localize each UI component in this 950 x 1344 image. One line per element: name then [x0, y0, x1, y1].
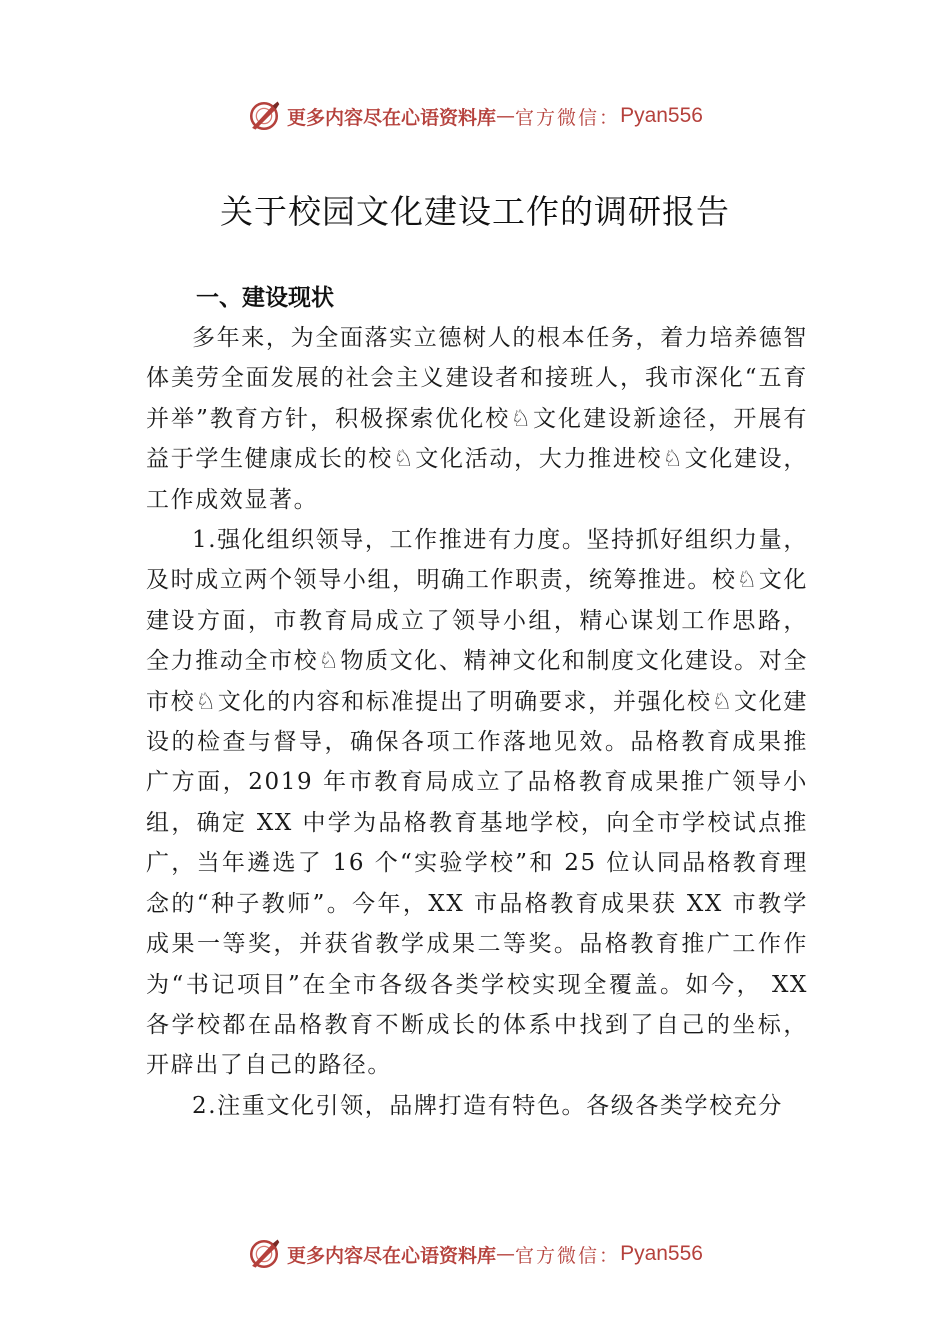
banner-wechat-id: Pyan556: [620, 104, 703, 127]
section-heading: 一、建设现状: [196, 285, 334, 311]
banner-brand-text: 更多内容尽在心语资料库: [287, 1244, 497, 1267]
banner-separator: —: [496, 1243, 516, 1265]
banner-brand-text: 更多内容尽在心语资料库: [287, 106, 497, 129]
paragraph-point-2: 2.注重文化引领，品牌打造有特色。各级各类学校充分: [192, 1092, 783, 1119]
banner-wechat-label: 官方微信：: [515, 106, 621, 129]
paragraph-point-1: 1.强化组织领导，工作推进有力度。坚持抓好组织力量，及时成立两个领导小组，明确工作职责，统筹推进。校♘文化建设方面，市教育局成立了领导小组，精心谋划工作思路， 全力推动全市校♘物质文化、精神文化和制度文化建设。对全市校♘文化的内容和标准提出了明确要求，并强化校♘文化建设的检查与督导，确保各项工作落地见效。品格教育成果推广方面，2019 年市教育局成立了品格教育成果推广领导小组，确定 XX 中学为品格教育基地学校，向全市学校试点推广，当年遴选了 16 个“实验学校”和 25 位认同品格教育理念的“种子教师”。今年，XX 市品格教育成果获 XX 市教学成果一等奖，并获省教学成果二等奖。品格教育推广工作作为“书记项目”在全市各级各类学校实现全覆盖。如今， XX 各学校都在品格教育不断成长的体系中找到了自己的坐标，开辟出了自己的路径。: [146, 527, 808, 1079]
document-body: [146, 278, 808, 1126]
header-banner: [0, 94, 950, 138]
banner-wechat-id: Pyan556: [620, 1242, 703, 1265]
paragraph-intro: 多年来，为全面落实立德树人的根本任务，着力培养德智体美劳全面发展的社会主义建设者和接班人，我市深化“五育并举”教育方针，积极探索优化校♘文化建设新途径，开展有益于学生健康成长的校♘文化活动，大力推进校♘文化建设，工作成效显著。: [146, 325, 808, 513]
pen-seal-logo-icon: [247, 99, 281, 133]
banner-separator: —: [496, 105, 516, 127]
pen-seal-logo-icon: [247, 1237, 281, 1271]
footer-banner: [0, 1232, 950, 1276]
document-title: 关于校园文化建设工作的调研报告: [220, 192, 730, 231]
banner-wechat-label: 官方微信：: [515, 1244, 621, 1267]
